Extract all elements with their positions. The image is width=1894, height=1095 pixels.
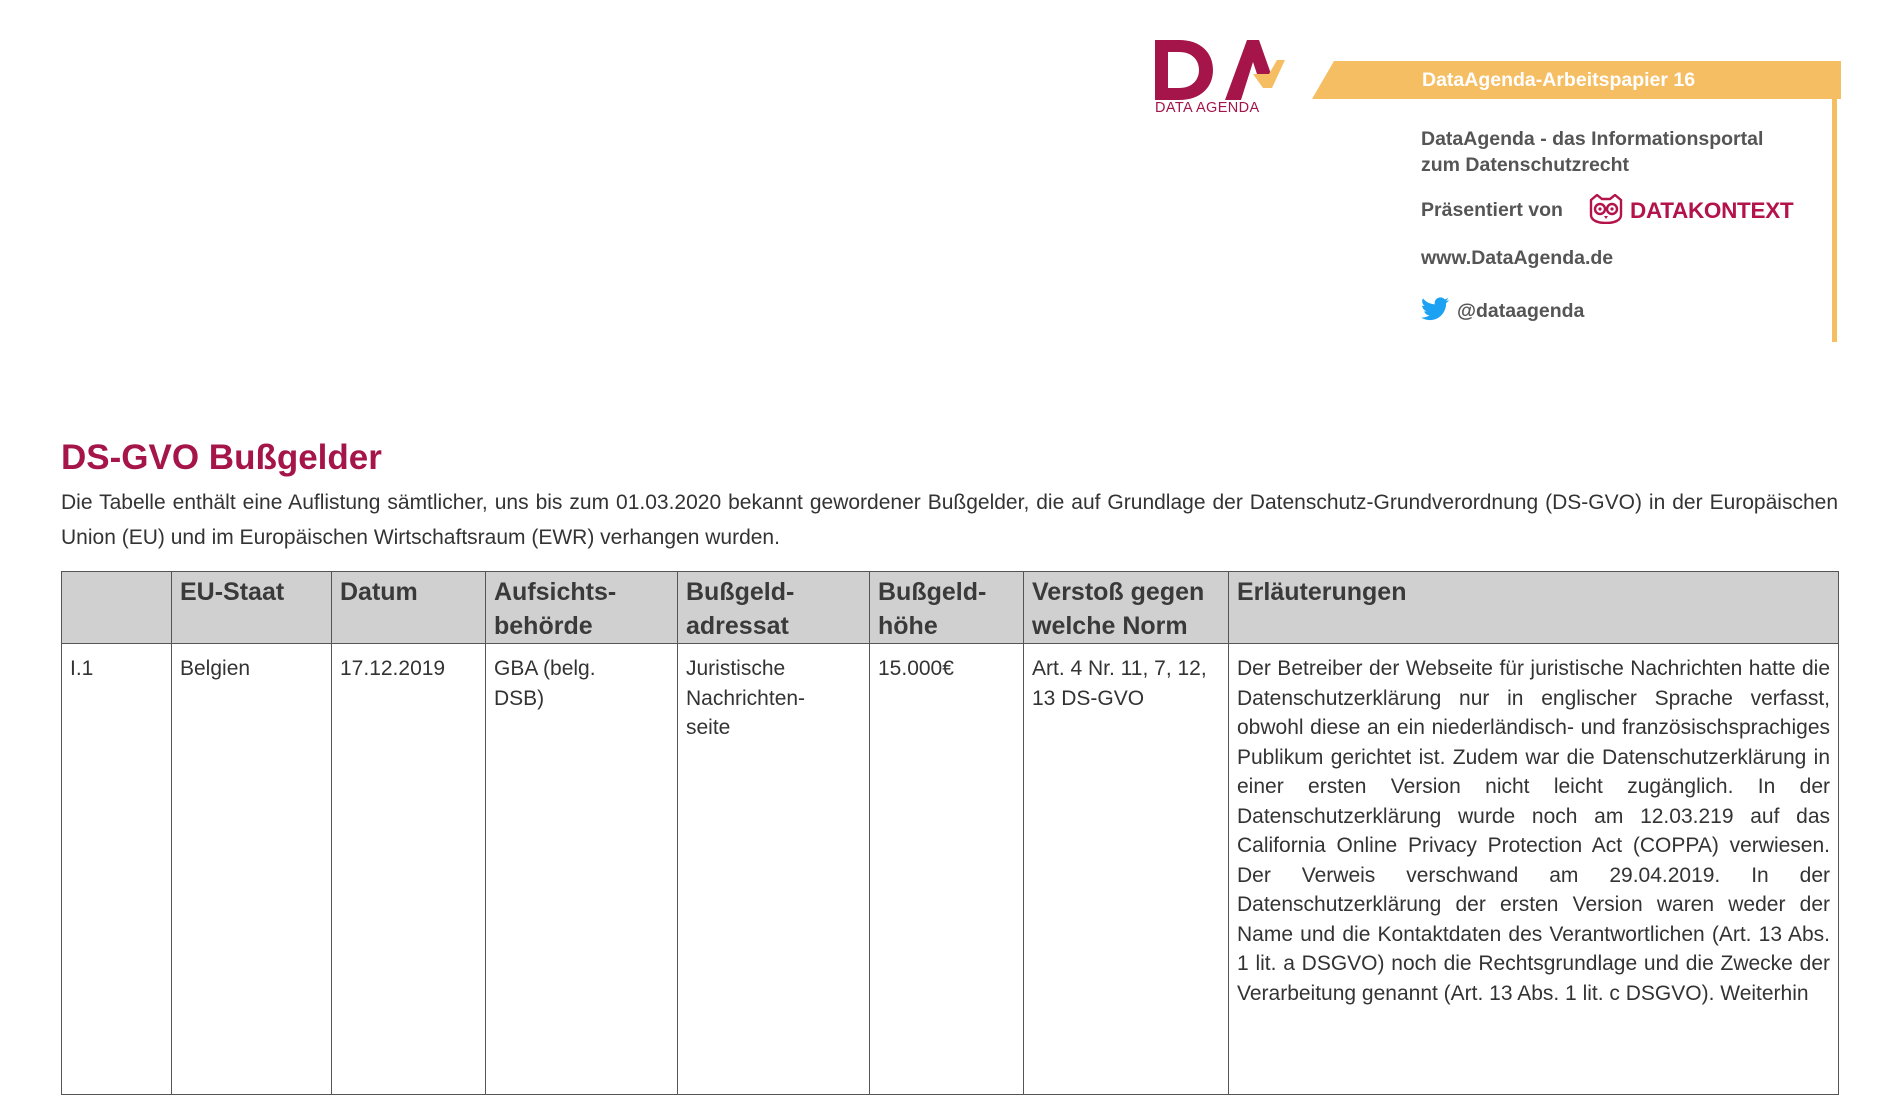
cell-bussgeldhoehe: 15.000€: [870, 644, 1024, 1095]
table-header-row: [62, 572, 1839, 644]
header-nr: [62, 572, 172, 644]
logo-caption: DATA AGENDA: [1155, 100, 1260, 116]
cell-eu-staat: Belgien: [172, 644, 332, 1095]
twitter-handle[interactable]: [1421, 298, 1584, 324]
twitter-handle-text: @dataagenda: [1457, 299, 1585, 322]
fines-table: [61, 571, 1839, 1095]
portal-line-2: zum Datenschutzrecht: [1421, 154, 1630, 176]
table-row: [62, 644, 1839, 1095]
datakontext-logo[interactable]: [1588, 194, 1793, 228]
header-eu-staat: EU-Staat: [172, 572, 332, 644]
info-sidebar-rule: [1832, 97, 1837, 342]
datakontext-name: DATAKONTEXT: [1630, 198, 1794, 223]
header-verstoss-norm: Verstoß gegen welche Norm: [1024, 572, 1229, 644]
cell-datum: 17.12.2019: [332, 644, 486, 1095]
header-bussgeldhoehe: Bußgeld- höhe: [870, 572, 1024, 644]
info-banner: [1312, 61, 1841, 99]
header-aufsichtsbehoerde: Aufsichts- behörde: [486, 572, 678, 644]
presented-by-label: Präsentiert von: [1421, 199, 1563, 221]
cell-aufsichtsbehoerde: GBA (belg. DSB): [486, 644, 678, 1095]
portal-description: [1421, 126, 1763, 178]
header-erlaeuterungen: Erläuterungen: [1229, 572, 1839, 644]
cell-verstoss-norm: Art. 4 Nr. 11, 7, 12, 13 DS-GVO: [1024, 644, 1229, 1095]
cell-bussgeldadressat: Juristische Nachrichten- seite: [678, 644, 870, 1095]
portal-line-1: DataAgenda - das Informationsportal: [1421, 128, 1764, 150]
banner-title: DataAgenda-Arbeitspapier 16: [1422, 69, 1696, 91]
website-link[interactable]: www.DataAgenda.de: [1421, 247, 1614, 269]
twitter-bird-icon: [1421, 297, 1449, 326]
datakontext-owl-icon: [1588, 194, 1624, 229]
dataagenda-logo: [1155, 38, 1285, 120]
header-datum: Datum: [332, 572, 486, 644]
header-bussgeldadressat: Bußgeld- adressat: [678, 572, 870, 644]
intro-paragraph: Die Tabelle enthält eine Auflistung sämtlicher, uns bis zum 01.03.2020 bekannt gewordener Bußgelder, die auf Grundlage der Datenschutz-Grundverordnung (DS-GVO) in der Europäischen Union (EU) und im Europäischen Wirtschaftsraum (EWR) verhangen wurden.: [61, 491, 1838, 549]
cell-erlaeuterung: Der Betreiber der Webseite für juristische Nachrichten hatte die Datenschutzerklärung nur in englischer Sprache verfasst, obwohl diese an ein niederländisch- und französischsprachiges Publikum gerichtet ist. Zudem war die Datenschutzerklärung in einer ersten Version nicht leicht zugänglich. In der Datenschutzerklärung wurde noch am 12.03.219 auf das California Online Privacy Protection Act (COPPA) verwiesen. Der Verweis verschwand am 29.04.2019. In der Datenschutzerklärung der ersten Version waren weder der Name und die Kontaktdaten des Verantwortlichen (Art. 13 Abs. 1 lit. a DSGVO) noch die Rechtsgrundlage und die Zwecke der Verarbeitung genannt (Art. 13 Abs. 1 lit. c DSGVO). Weiterhin: [1229, 644, 1839, 1095]
document-title: DS-GVO Bußgelder: [61, 438, 382, 477]
cell-nr: I.1: [62, 644, 172, 1095]
